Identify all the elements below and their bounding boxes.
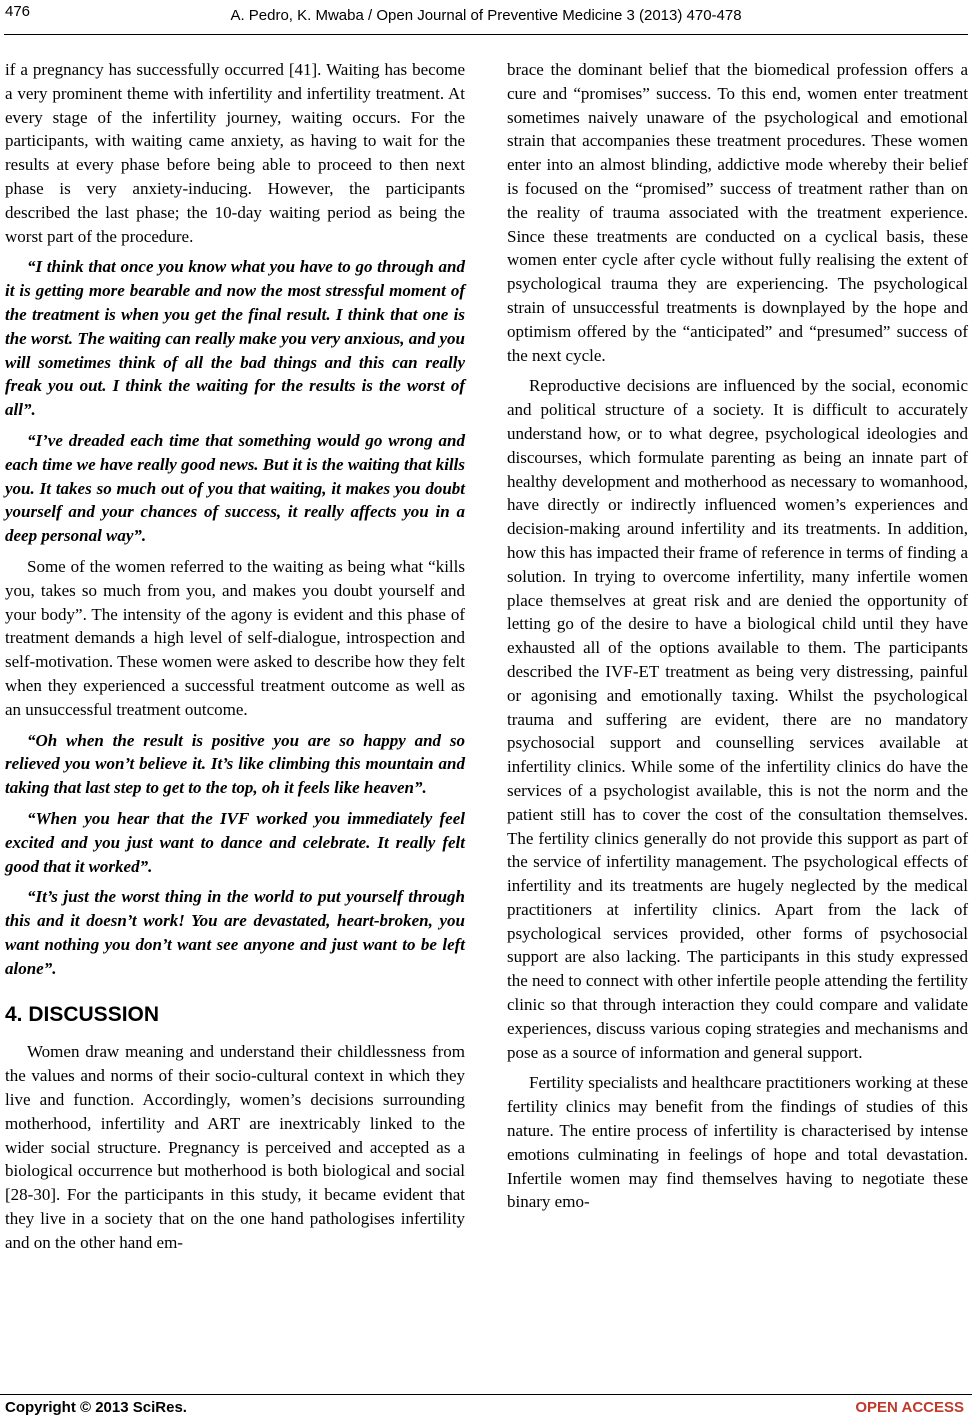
right-column <box>507 58 968 1221</box>
section-heading: 4. DISCUSSION <box>5 1003 160 1027</box>
participant-quote: “I’ve dreaded each time that something would go wrong and each time we have really good news. But it is the waiting that kills you. It takes so much out of you that waiting, it makes you doubt yourself and your chances of success, it really affects you in a deep personal way”. <box>5 430 465 546</box>
paragraph: Fertility specialists and healthcare practitioners working at these fertility clinics may benefit from the findings of studies of this nature. The entire process of infertility is characterised by intense emotions culminating in feelings of hope and total devastation. Infertile women may find themselves having to negotiate these binary emo- <box>507 1073 968 1212</box>
header-rule <box>4 34 968 35</box>
page-header <box>0 0 972 40</box>
paragraph: brace the dominant belief that the biomedical profession offers a cure and “promises” success. To this end, women enter treatment sometimes naively unaware of the psychological and emotional strain that accompanies these treatment procedures. These women enter into an almost blinding, addictive mode whereby their belief is focused on the “promised” success of treatment rather than on the reality of trauma associated with the treatment experience. Since these treatments are conducted on a cyclical basis, these women enter cycle after cycle without fully realising the extent of psychological trauma they are experiencing. The psychological strain of unsuccessful treatments is downplayed by the hope and optimism offered by the “anticipated” and “presumed” success of the next cycle. <box>507 60 968 365</box>
participant-quote: “I think that once you know what you have to go through and it is getting more bearable and now the most stressful moment of the treatment is when you get the final result. I think that one is the worst. The waiting can really make you very anxious, and you will sometimes think of all the bad things and this can really freak you out. I think the waiting for the results is the worst of all”. <box>5 257 465 420</box>
page-number: 476 <box>5 3 31 20</box>
paragraph: Women draw meaning and understand their childlessness from the values and norms of their socio-cultural context in which they live and function. Accordingly, women’s decisions surrounding motherhood, infertility and ART are inextricably linked to the wider social structure. Pregnancy is perceived and accepted as a biological occurrence but motherhood is both biological and social [28-30]. For the participants in this study, it became evident that they live in a society that on the one hand pathologises infertility and on the other hand em- <box>5 1042 465 1252</box>
paragraph: Reproductive decisions are influenced by the social, economic and political structure of a society. It is difficult to accurately understand how, or to what degree, psychological ideologies and discourses, which formulate parenting as being an innate part of healthy development and motherhood as necessary to womanhood, have directly or indirectly influenced women’s experiences and decision-making around infertility and its treatments. In addition, how this has impacted their frame of reference in terms of finding a solution. In trying to overcome infertility, many infertile women place themselves at great risk and are denied the opportunity of letting go of the desire to have a biological child until they have exhausted all of the options available to them. The participants described the IVF-ET treatment as being very distressing, painful or agonising and emotionally taxing. Whilst the psychological trauma and suffering are evident, there are no mandatory psychosocial support and counselling services available at infertility clinics. While some of the infertility clinics do have the services of a psychologist available, this is not the norm and the patient still has to cover the cost of the consultation themselves. The fertility clinics generally do not provide this support as part of the service of infertility management. The psychological effects of infertility and its treatments are hugely neglected by the medical practitioners at infertility clinics. Apart from the lack of psychological services provided, other forms of psychosocial support are also lacking. The participants in this study expressed the need to connect with other infertile people attending the fertility clinic so that through interaction they could compare and validate experiences, discuss various coping strategies and mechanisms and pose as a source of information and general support. <box>507 376 968 1062</box>
participant-quote: “When you hear that the IVF worked you immediately feel excited and you just want to dance and celebrate. It really felt good that it worked”. <box>5 808 465 876</box>
left-column <box>5 58 465 1262</box>
copyright-notice: Copyright © 2013 SciRes. <box>5 1399 187 1416</box>
paragraph: if a pregnancy has successfully occurred [41]. Waiting has become a very prominent theme with infertility and infertility treatment. At every stage of the infertility journey, waiting occurs. For the participants, with waiting came anxiety, as having to wait for the results at every phase before being able to proceed to then next phase is very anxiety-inducing. However, the participants described the last phase; the 10-day waiting period as being the worst part of the procedure. <box>5 60 465 246</box>
participant-quote: “Oh when the result is positive you are so happy and so relieved you won’t believe it. It’s like climbing this mountain and taking that last step to get to the top, oh it feels like heaven”. <box>5 730 465 798</box>
footer-rule <box>0 1394 972 1395</box>
participant-quote: “It’s just the worst thing in the world to put yourself through this and it doesn’t work! You are devastated, heart-broken, you want nothing you don’t want see anyone and just want to be left alone”. <box>5 887 465 978</box>
open-access-label: OPEN ACCESS <box>855 1399 964 1416</box>
running-head: A. Pedro, K. Mwaba / Open Journal of Preventive Medicine 3 (2013) 470-478 <box>230 7 742 24</box>
paragraph: Some of the women referred to the waiting as being what “kills you, takes so much from you, and makes you doubt yourself and your body”. The intensity of the agony is evident and this phase of treatment demands a high level of self-dialogue, introspection and self-motivation. These women were asked to describe how they felt when they experienced a successful treatment outcome as well as an unsuccessful treatment outcome. <box>5 556 465 719</box>
